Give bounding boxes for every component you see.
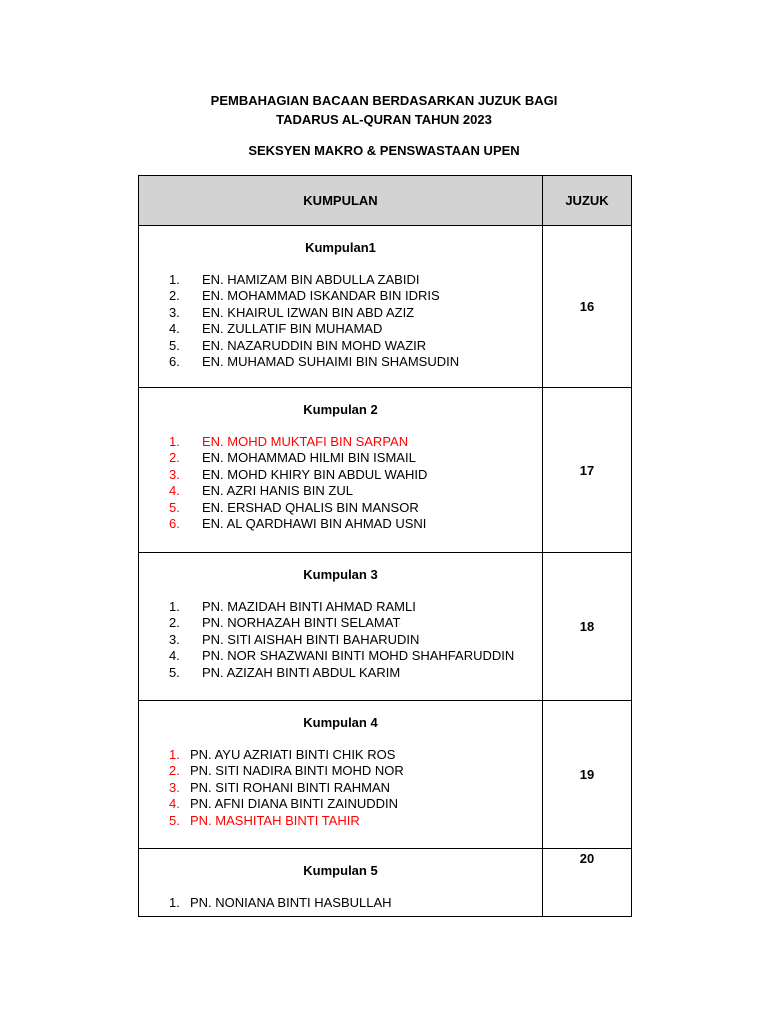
table-row: [139, 849, 632, 917]
member-name: EN. MOHD MUKTAFI BIN SARPAN: [202, 434, 409, 449]
member-name: PN. AFNI DIANA BINTI ZAINUDDIN: [190, 796, 399, 812]
member-name: PN. SITI ROHANI BINTI RAHMAN: [190, 779, 391, 795]
table-header-row: [139, 176, 632, 226]
list-item: [169, 450, 542, 466]
member-name: EN. KHAIRUL IZWAN BIN ABD AZIZ: [202, 304, 415, 320]
member-name: EN. MUHAMAD SUHAIMI BIN SHAMSUDIN: [202, 354, 460, 370]
member-name: EN. HAMIZAM BIN ABDULLA ZABIDI: [202, 272, 420, 287]
list-item: [169, 599, 542, 615]
member-list: [139, 272, 542, 370]
list-item: [169, 467, 542, 483]
list-item: [169, 288, 542, 304]
member-number: 1.: [169, 599, 180, 614]
group-cell: [139, 388, 543, 553]
member-number: 6.: [169, 354, 180, 370]
list-item: [169, 354, 542, 370]
member-list: [139, 895, 542, 911]
list-item: [169, 763, 542, 779]
member-number: 1.: [169, 434, 180, 449]
member-number: 1.: [169, 895, 180, 910]
list-item: [169, 665, 542, 681]
juzuk-number: 18: [543, 553, 632, 701]
list-item: [169, 813, 542, 829]
list-item: [169, 615, 542, 631]
group-title: Kumpulan 2: [303, 402, 378, 417]
member-name: EN. MOHD KHIRY BIN ABDUL WAHID: [202, 466, 428, 482]
member-number: 5.: [169, 812, 180, 828]
group-cell: [139, 701, 543, 849]
list-item: [169, 483, 542, 499]
member-name: EN. MOHAMMAD ISKANDAR BIN IDRIS: [202, 288, 440, 304]
header-kumpulan: KUMPULAN: [139, 176, 543, 226]
table-row: [139, 226, 632, 388]
member-name: PN. NONIANA BINTI HASBULLAH: [190, 895, 392, 910]
group-title: Kumpulan 3: [303, 567, 378, 582]
member-name: EN. ERSHAD QHALIS BIN MANSOR: [202, 499, 419, 515]
member-name: EN. AL QARDHAWI BIN AHMAD USNI: [202, 516, 427, 532]
list-item: [169, 796, 542, 812]
juzuk-number: 17: [543, 388, 632, 553]
member-name: PN. AZIZAH BINTI ABDUL KARIM: [202, 664, 401, 680]
member-list: [139, 434, 542, 532]
member-number: 4.: [169, 483, 180, 499]
member-number: 2.: [169, 763, 180, 779]
member-number: 4.: [169, 321, 180, 337]
member-name: PN. NOR SHAZWANI BINTI MOHD SHAHFARUDDIN: [202, 648, 515, 664]
group-cell: [139, 226, 543, 388]
list-item: [169, 500, 542, 516]
member-number: 1.: [169, 272, 180, 287]
section-subtitle: SEKSYEN MAKRO & PENSWASTAAN UPEN: [248, 143, 520, 158]
group-title: Kumpulan 5: [303, 863, 378, 878]
group-cell: [139, 849, 543, 917]
member-name: PN. NORHAZAH BINTI SELAMAT: [202, 615, 401, 631]
list-item: [169, 434, 542, 450]
list-item: [169, 305, 542, 321]
member-number: 5.: [169, 664, 180, 680]
group-cell: [139, 553, 543, 701]
member-list: [139, 747, 542, 829]
member-name: PN. MASHITAH BINTI TAHIR: [190, 812, 360, 828]
document-title-line2: TADARUS AL-QURAN TAHUN 2023: [276, 112, 492, 127]
member-number: 2.: [169, 288, 180, 304]
list-item: [169, 632, 542, 648]
member-number: 1.: [169, 747, 180, 762]
member-name: PN. SITI AISHAH BINTI BAHARUDIN: [202, 631, 420, 647]
member-number: 4.: [169, 648, 180, 664]
member-number: 2.: [169, 450, 180, 466]
member-name: EN. ZULLATIF BIN MUHAMAD: [202, 321, 383, 337]
table-row: [139, 553, 632, 701]
member-number: 3.: [169, 304, 180, 320]
list-item: [169, 648, 542, 664]
member-name: EN. MOHAMMAD HILMI BIN ISMAIL: [202, 450, 416, 466]
table-row: [139, 388, 632, 553]
document-title-line1: PEMBAHAGIAN BACAAN BERDASARKAN JUZUK BAGI: [210, 93, 558, 108]
juzuk-number: 16: [543, 226, 632, 388]
list-item: [169, 780, 542, 796]
table-body: [139, 226, 632, 917]
juzuk-number: 20: [543, 849, 632, 917]
list-item: [169, 516, 542, 532]
member-number: 6.: [169, 516, 180, 532]
member-name: EN. NAZARUDDIN BIN MOHD WAZIR: [202, 337, 427, 353]
member-name: PN. SITI NADIRA BINTI MOHD NOR: [190, 763, 404, 779]
group-title: Kumpulan 4: [303, 715, 378, 730]
group-title: Kumpulan1: [305, 240, 376, 255]
member-list: [139, 599, 542, 681]
member-number: 2.: [169, 615, 180, 631]
list-item: [169, 321, 542, 337]
member-name: PN. AYU AZRIATI BINTI CHIK ROS: [190, 747, 396, 762]
header-juzuk: JUZUK: [543, 176, 632, 226]
member-number: 3.: [169, 466, 180, 482]
member-number: 5.: [169, 337, 180, 353]
list-item: [169, 272, 542, 288]
member-number: 4.: [169, 796, 180, 812]
member-number: 3.: [169, 779, 180, 795]
member-number: 5.: [169, 499, 180, 515]
list-item: [169, 338, 542, 354]
member-name: EN. AZRI HANIS BIN ZUL: [202, 483, 353, 499]
juzuk-assignment-table: [138, 175, 632, 917]
juzuk-number: 19: [543, 701, 632, 849]
list-item: [169, 895, 542, 911]
member-number: 3.: [169, 631, 180, 647]
table-row: [139, 701, 632, 849]
list-item: [169, 747, 542, 763]
member-name: PN. MAZIDAH BINTI AHMAD RAMLI: [202, 599, 416, 614]
